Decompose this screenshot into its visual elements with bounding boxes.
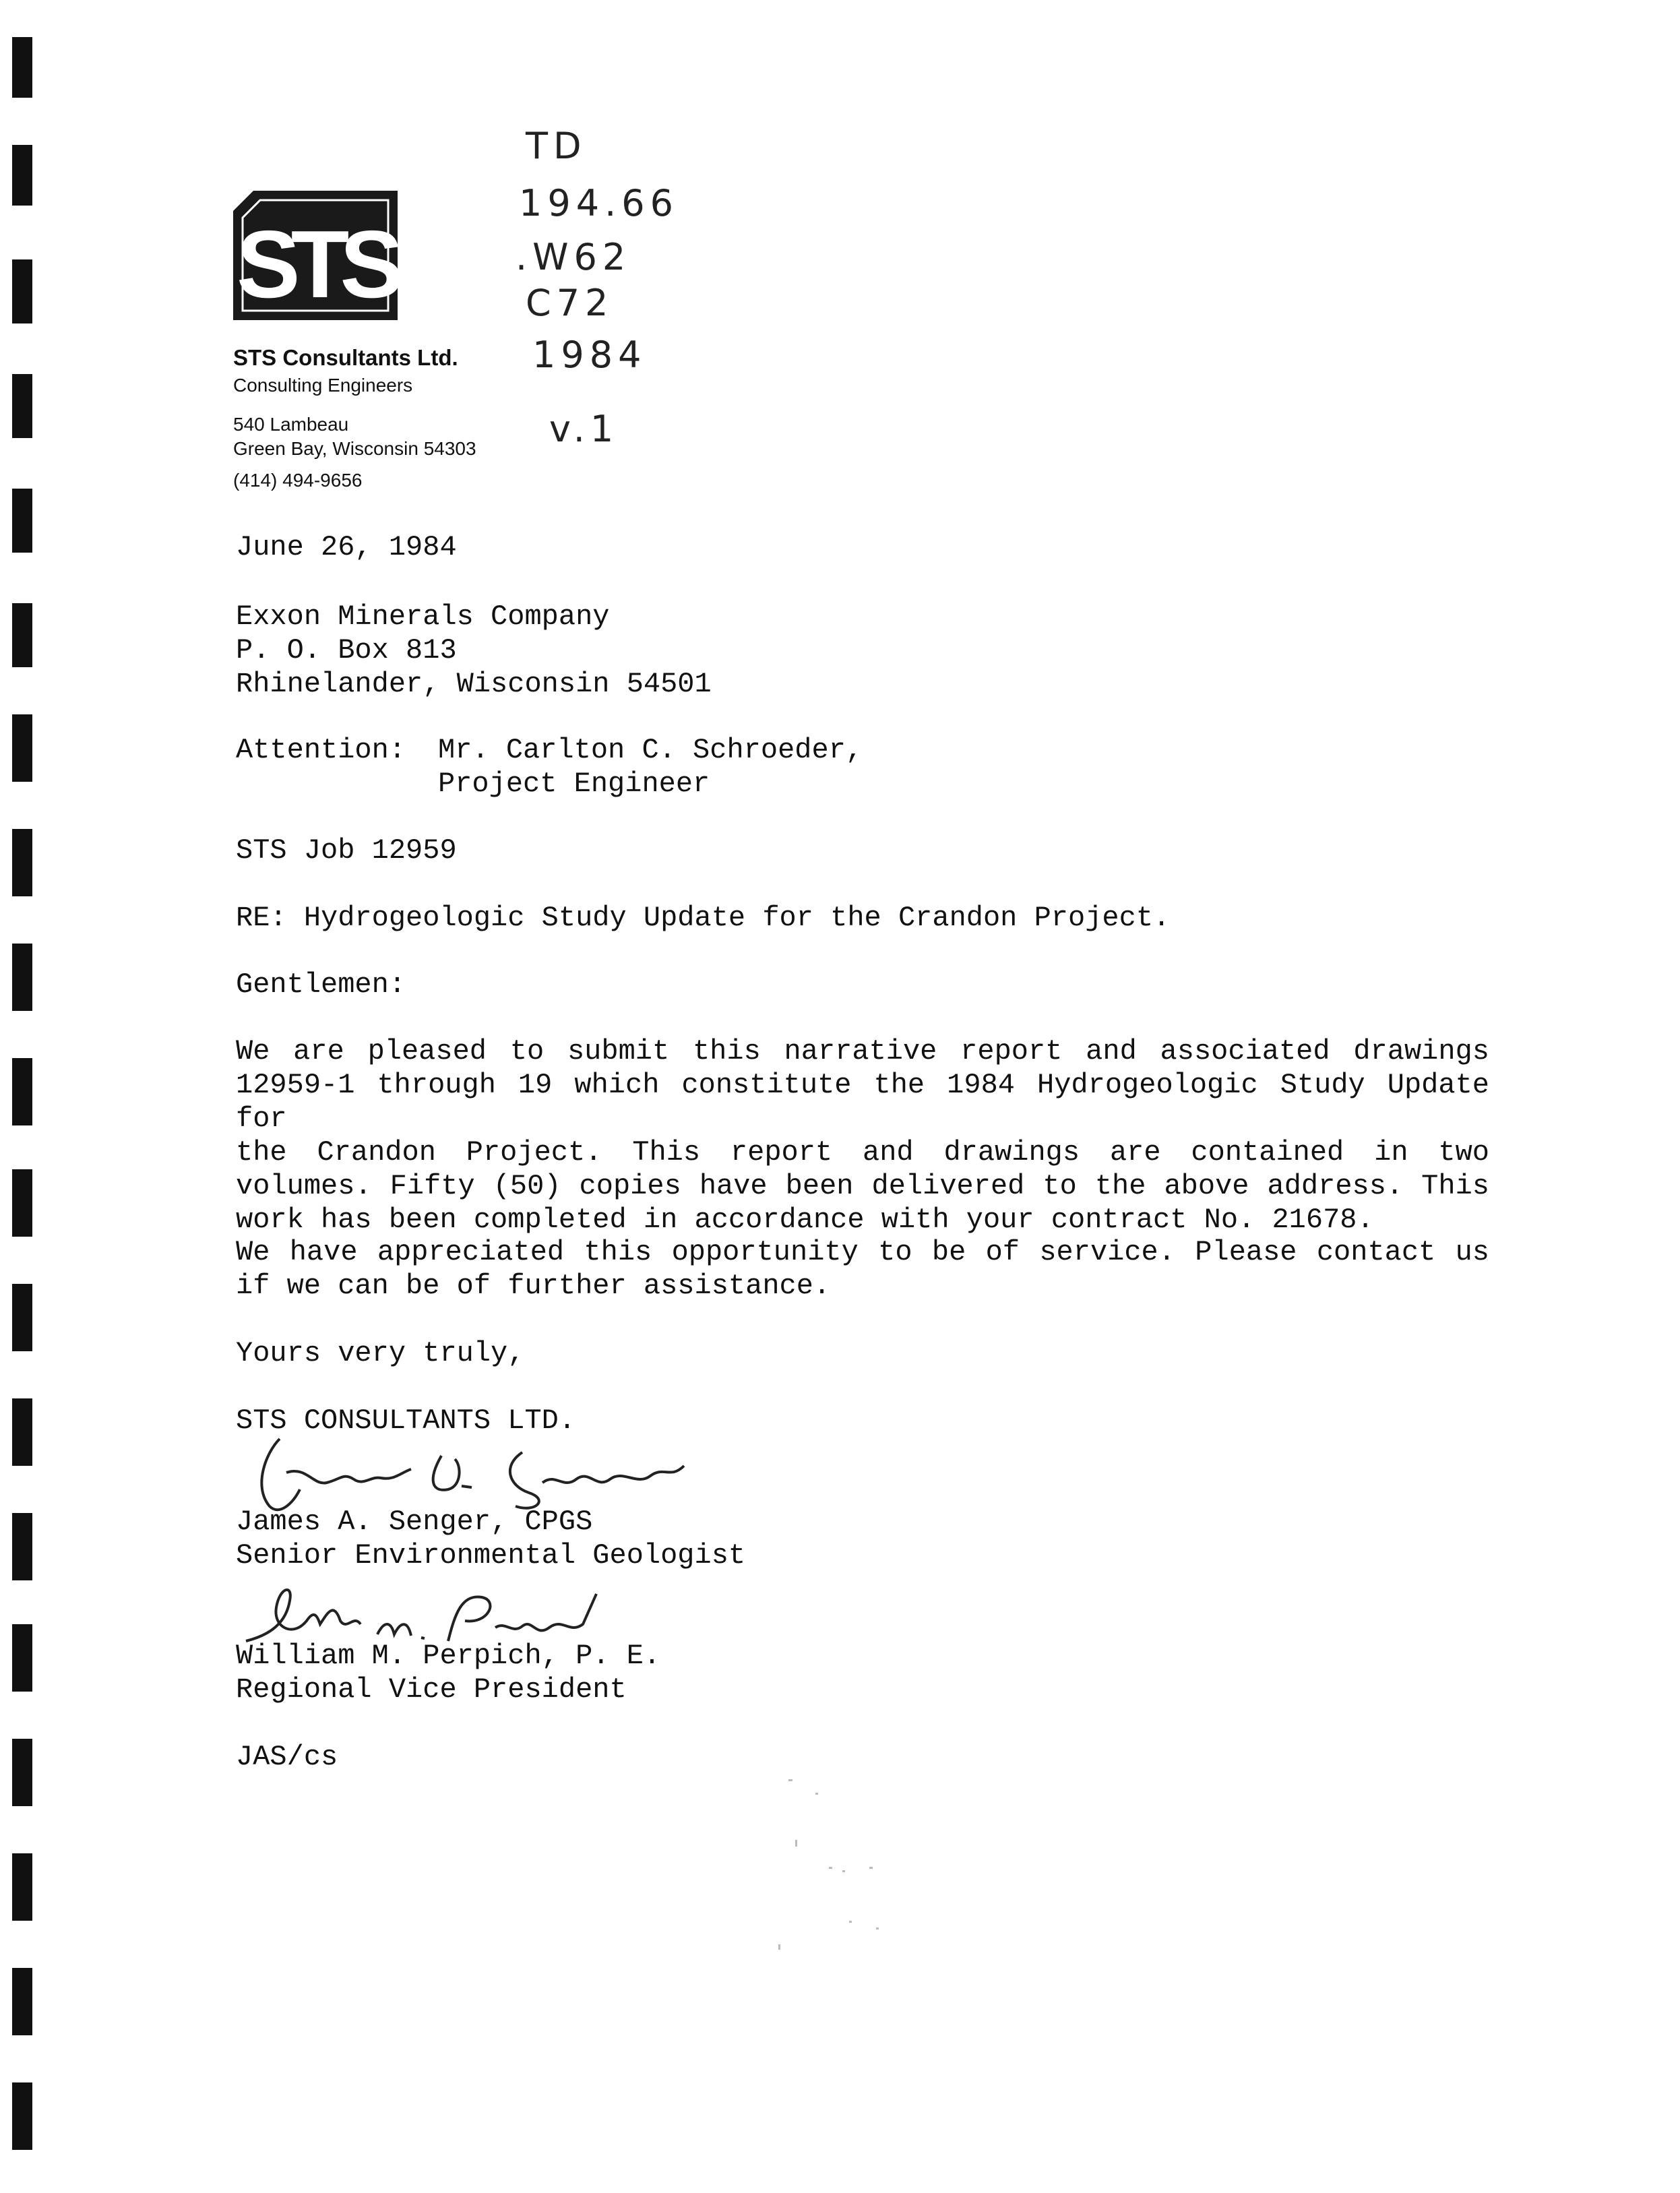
binding-hole	[12, 944, 32, 1011]
paragraph-line: work has been completed in accordance with your contract No. 21678.	[236, 1204, 1374, 1236]
binding-hole	[12, 489, 32, 553]
body-paragraph-2	[236, 1235, 1489, 1303]
binding-hole	[12, 603, 32, 667]
binding-hole	[12, 1284, 32, 1351]
handwritten-call-number: v.1	[549, 408, 619, 450]
sts-logo	[233, 191, 398, 320]
recipient-box: P. O. Box 813	[236, 634, 457, 667]
svg-text:STS: STS	[236, 211, 395, 318]
binding-hole	[12, 1398, 32, 1466]
binding-hole	[12, 1513, 32, 1580]
binding-hole	[12, 145, 32, 206]
binding-hole	[12, 1624, 32, 1692]
binding-hole	[12, 1968, 32, 2035]
paragraph-line: if we can be of further assistance.	[236, 1270, 831, 1302]
attention-title: Project Engineer	[438, 768, 710, 800]
signer2-name: William M. Perpich, P. E.	[236, 1640, 661, 1672]
handwritten-call-number: 1984	[532, 334, 647, 376]
paragraph-line: the Crandon Project. This report and drawings are contained in two	[236, 1136, 1489, 1169]
recipient-city: Rhinelander, Wisconsin 54501	[236, 668, 712, 700]
handwritten-call-number: 194.66	[519, 182, 679, 224]
body-paragraph-1	[236, 1034, 1489, 1237]
binding-hole	[12, 1058, 32, 1125]
paragraph-line: We have appreciated this opportunity to be of service. Please contact us	[236, 1236, 1489, 1268]
closing: Yours very truly,	[236, 1337, 525, 1369]
binding-hole	[12, 1169, 32, 1237]
attention-name: Mr. Carlton C. Schroeder,	[438, 734, 863, 766]
company-subtitle: Consulting Engineers	[233, 375, 413, 396]
recipient-company: Exxon Minerals Company	[236, 600, 610, 633]
company-address-line1: 540 Lambeau	[233, 414, 349, 435]
signer2-title: Regional Vice President	[236, 1673, 627, 1706]
letter-date: June 26, 1984	[236, 531, 457, 563]
handwritten-call-number: C72	[526, 282, 614, 324]
paragraph-line: We are pleased to submit this narrative report and associated drawings	[236, 1035, 1489, 1068]
binding-hole	[12, 829, 32, 896]
binding-hole	[12, 259, 32, 323]
binding-hole	[12, 374, 32, 438]
binding-hole	[12, 37, 32, 98]
binding-hole	[12, 1739, 32, 1806]
reference-initials: JAS/cs	[236, 1741, 338, 1773]
binding-hole	[12, 1853, 32, 1921]
binding-hole	[12, 714, 32, 782]
handwritten-call-number: TD	[526, 125, 587, 167]
attention-label: Attention:	[236, 734, 406, 766]
company-phone: (414) 494-9656	[233, 470, 363, 491]
firm-name: STS CONSULTANTS LTD.	[236, 1404, 576, 1437]
signer1-name: James A. Senger, CPGS	[236, 1506, 593, 1538]
scan-specks	[775, 1766, 910, 1968]
paragraph-line: 12959-1 through 19 which constitute the 1984 Hydrogeologic Study Update for	[236, 1069, 1489, 1135]
company-name: STS Consultants Ltd.	[233, 345, 458, 370]
handwritten-call-number: .W62	[516, 236, 631, 278]
company-address-line2: Green Bay, Wisconsin 54303	[233, 438, 476, 459]
job-number: STS Job 12959	[236, 834, 457, 867]
re-line: RE: Hydrogeologic Study Update for the Crandon Project.	[236, 902, 1171, 934]
paragraph-line: volumes. Fifty (50) copies have been delivered to the above address. This	[236, 1170, 1489, 1202]
salutation: Gentlemen:	[236, 968, 406, 1001]
binding-hole	[12, 2082, 32, 2150]
signer1-title: Senior Environmental Geologist	[236, 1539, 746, 1572]
